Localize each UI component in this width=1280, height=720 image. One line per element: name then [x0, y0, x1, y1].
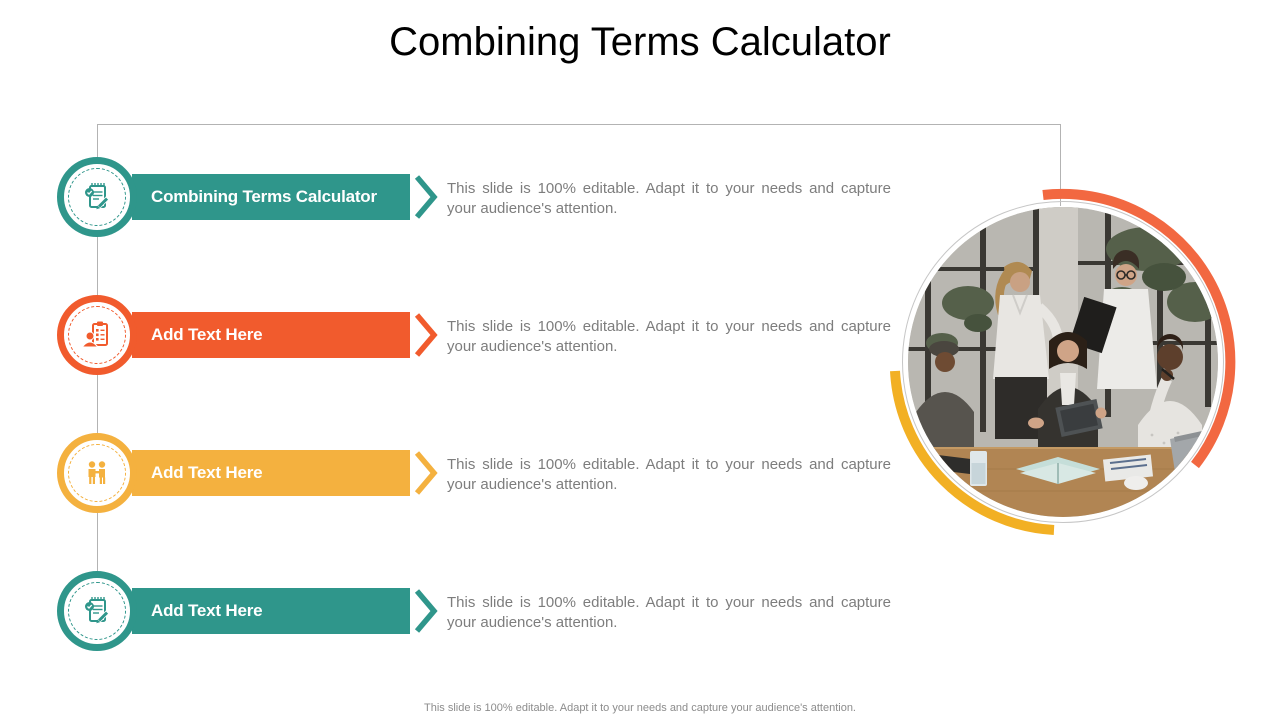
- row-icon-circle: [57, 295, 137, 375]
- row-banner-label: Add Text Here: [151, 463, 263, 482]
- dashed-ring: [68, 306, 126, 364]
- row-banner[interactable]: [132, 312, 410, 358]
- row-banner[interactable]: [132, 450, 410, 496]
- row-banner[interactable]: [132, 174, 410, 220]
- row-banner-label: Add Text Here: [151, 601, 263, 620]
- chevron-right-icon: [413, 450, 439, 496]
- team-photo: [908, 207, 1218, 517]
- row-description[interactable]: This slide is 100% editable. Adapt it to your needs and capture your audience's attention.: [447, 594, 891, 631]
- frame-line-top: [97, 124, 1060, 125]
- chevron-right-icon: [413, 174, 439, 220]
- row-banner-label: Combining Terms Calculator: [151, 187, 377, 206]
- list-item: [57, 157, 917, 237]
- row-description[interactable]: This slide is 100% editable. Adapt it to your needs and capture your audience's attention.: [447, 456, 891, 493]
- list-item: [57, 433, 917, 513]
- list-item: [57, 295, 917, 375]
- dashed-ring: [68, 168, 126, 226]
- frame-line-right: [1060, 124, 1061, 206]
- row-icon-circle: [57, 433, 137, 513]
- row-banner[interactable]: [132, 588, 410, 634]
- row-description[interactable]: This slide is 100% editable. Adapt it to your needs and capture your audience's attention.: [447, 318, 891, 355]
- team-photo-illustration: [908, 207, 1218, 517]
- footer-note: This slide is 100% editable. Adapt it to your needs and capture your audience's attention.: [424, 702, 856, 714]
- row-icon-circle: [57, 157, 137, 237]
- chevron-right-icon: [413, 588, 439, 634]
- dashed-ring: [68, 582, 126, 640]
- slide-title[interactable]: Combining Terms Calculator: [389, 20, 891, 64]
- chevron-right-icon: [413, 312, 439, 358]
- list-item: [57, 571, 917, 651]
- row-icon-circle: [57, 571, 137, 651]
- row-banner-label: Add Text Here: [151, 325, 263, 344]
- row-description[interactable]: This slide is 100% editable. Adapt it to your needs and capture your audience's attention.: [447, 180, 891, 217]
- dashed-ring: [68, 444, 126, 502]
